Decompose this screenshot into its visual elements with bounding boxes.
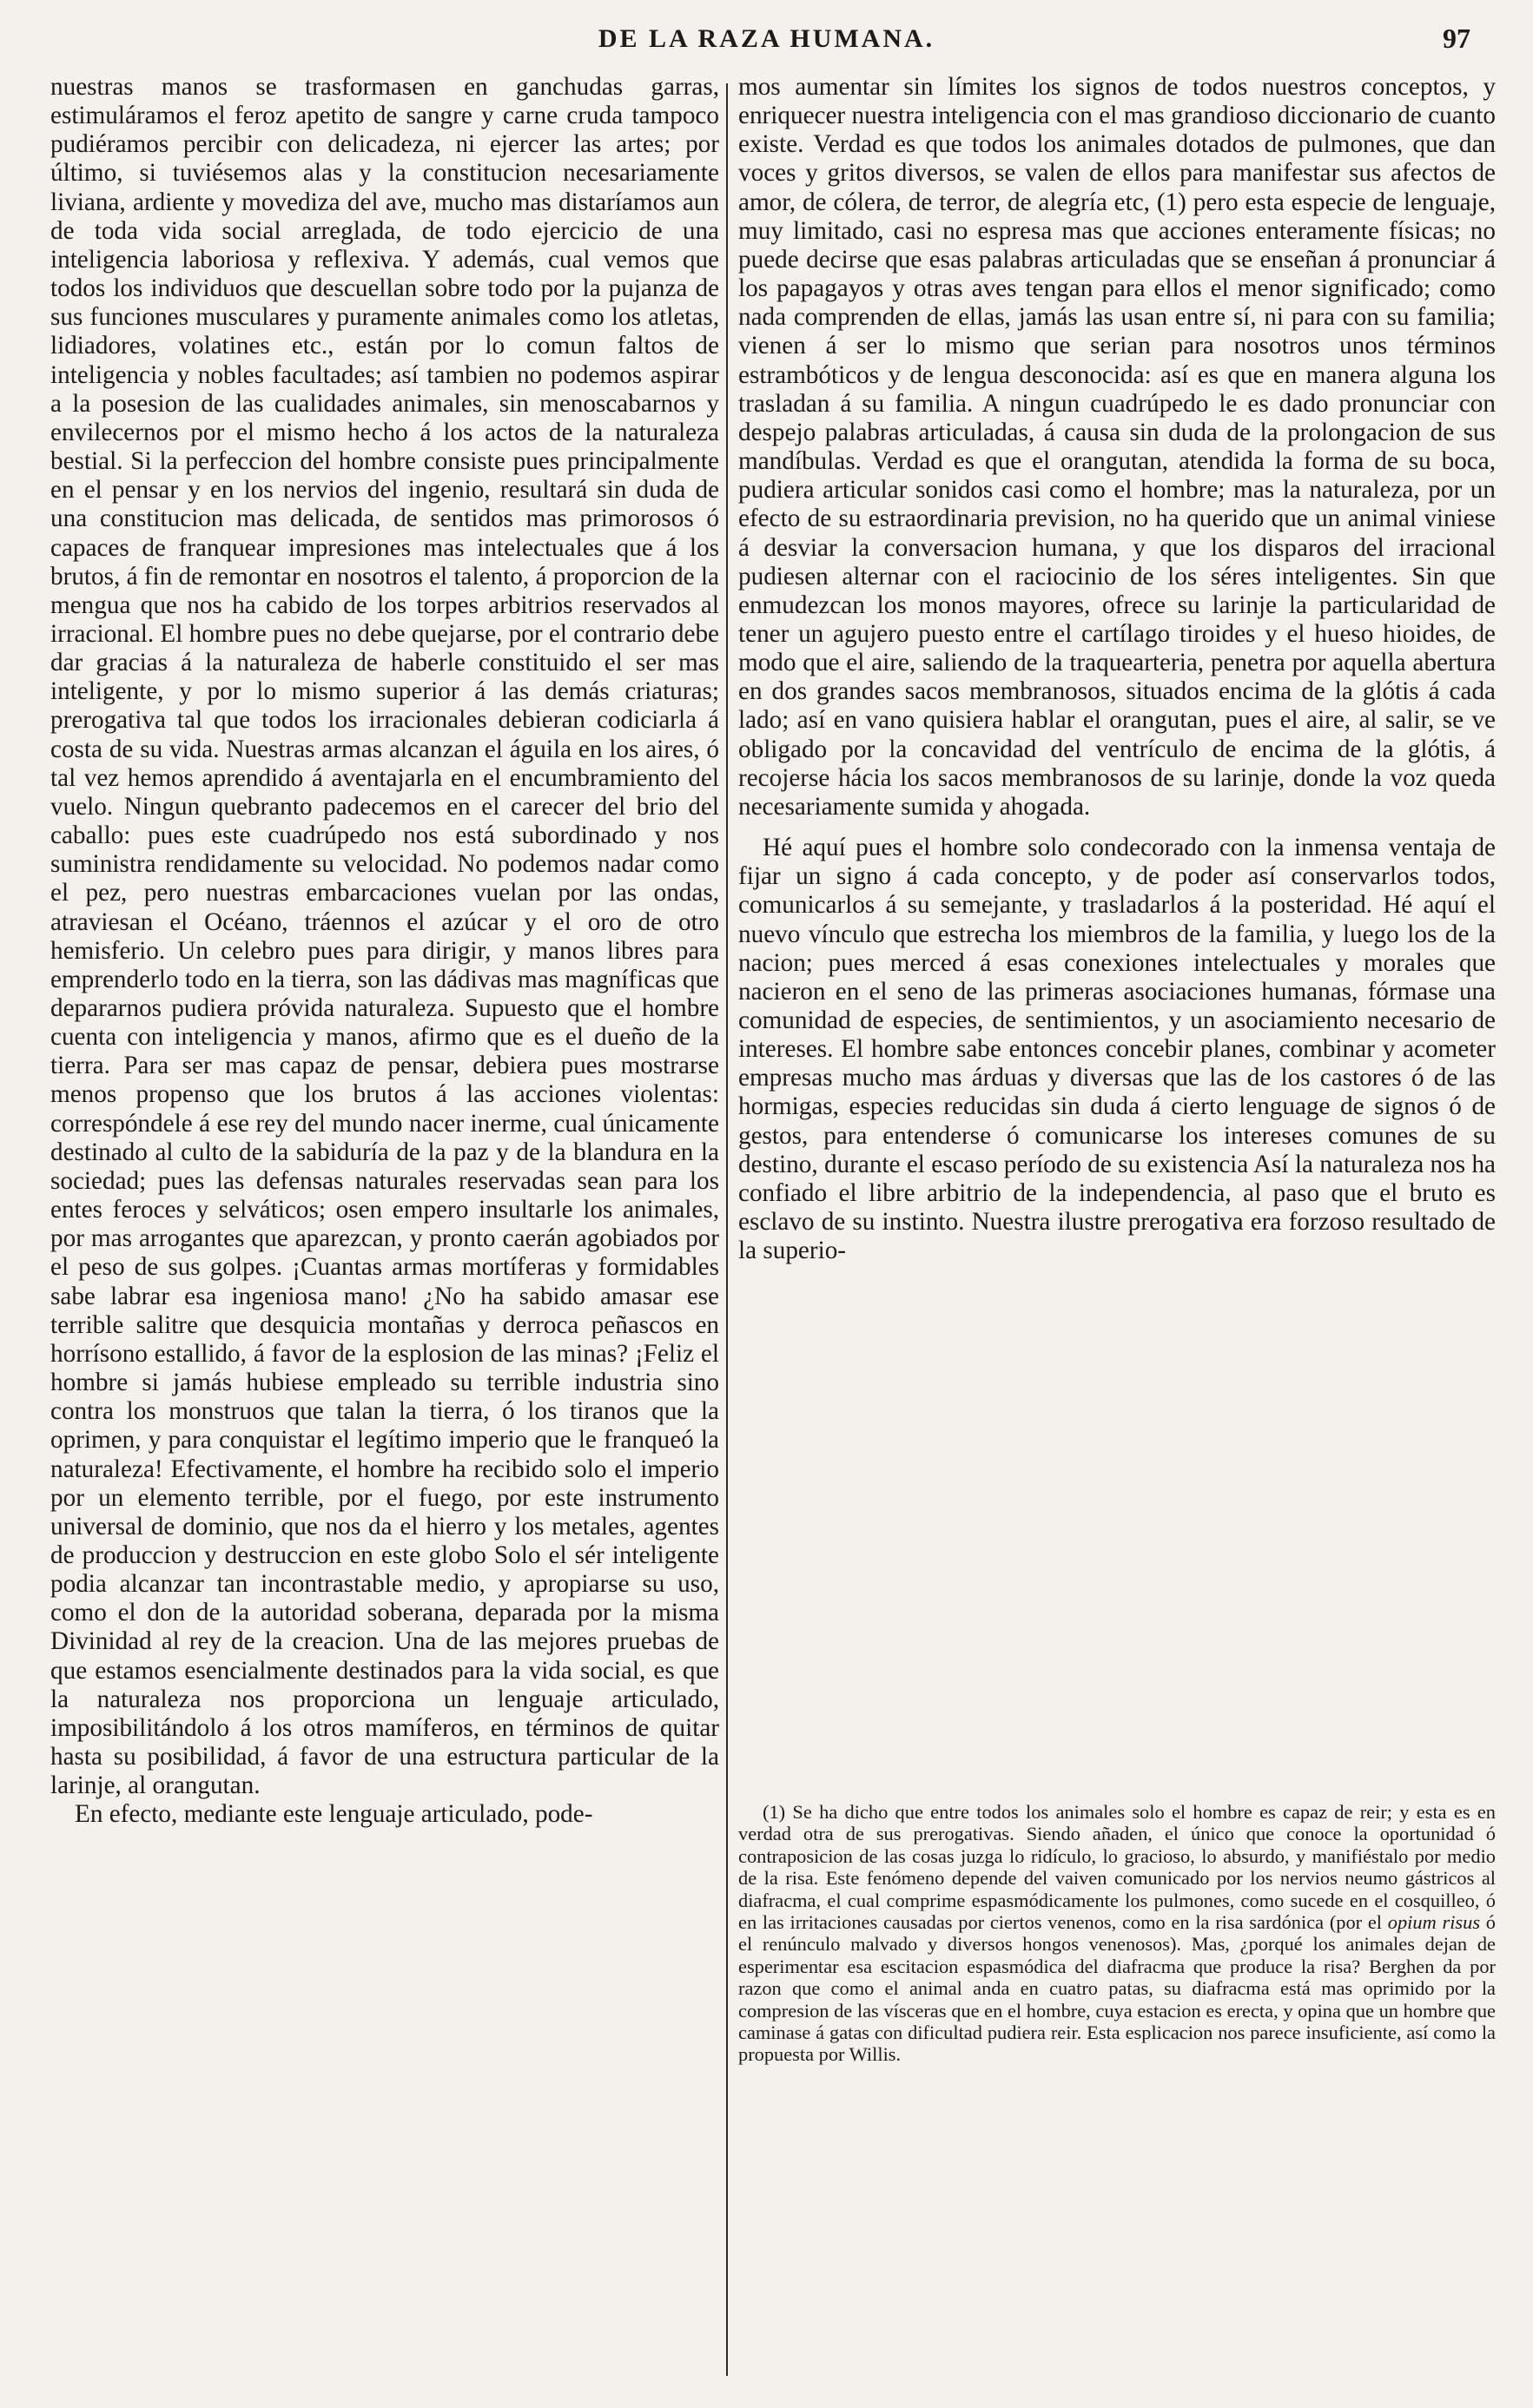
paragraph: En efecto, mediante este lenguaje articulado, pode- (75, 1800, 593, 1829)
right-column (738, 73, 1496, 1265)
paragraph: mos aumentar sin límites los signos de todos nuestros conceptos, y enriquecer nuestra inteligencia con el mas grandioso diccionario de cuanto existe. Verdad es que todos los animales dotados de pulmones, que dan voces y gritos diversos, se valen de ellos para manifestar sus afectos de amor, de cólera, de terror, de alegría etc, (1) pero esta especie de lenguaje, muy limitado, casi no espresa mas que acciones enteramente físicas; no puede decirse que esas palabras articuladas que se enseñan á pronunciar á los papagayos y otras aves tengan para ellos el menor significado; como nada comprenden de ellas, jamás las usan entre sí, ni para con su familia; vienen á ser lo mismo que serian para nosotros unos términos estrambóticos y de lengua desconocida: así es que en manera alguna los trasladan á su familia. A ningun cuadrúpedo le es dado pronunciar con despejo palabras articuladas, á causa sin duda de la prolongacion de sus mandíbulas. Verdad es que el orangutan, atendida la forma de su boca, pudiera articular sonidos casi como el hombre; mas la naturaleza, por un efecto de su estraordinaria prevision, no ha querido que un animal viniese á desviar la conversacion humana, y que los disparos del irracional pudiesen alternar con el raciocinio de los séres inteligentes. Sin que enmudezcan los monos mayores, ofrece su larinje la particularidad de tener un agujero puesto entre el cartílago tiroides y el hueso hioides, de modo que el aire, saliendo de la traquearteria, penetra por aquella abertura en dos grandes sacos membranosos, situados encima de la glótis á cada lado; así en vano quisiera hablar el orangutan, pues el aire, al salir, se ve obligado por la concavidad del ventrículo de encima de la glótis, á recojerse hácia los sacos membranosos de su larinje, donde la voz queda necesariamente sumida y ahogada. (738, 73, 1496, 821)
running-head: DE LA RAZA HUMANA. (598, 24, 935, 53)
footnote-text-part: (1) Se ha dicho que entre todos los animales solo el hombre es capaz de reir; y esta es en verdad otra de sus prerogativas. Siendo añaden, el único que conoce la oportunidad ó contraposicion de las cosas juzga lo ridículo, lo gracioso, lo absurdo, y manifiéstalo por medio de la risa. Este fenómeno depende del vaiven comunicado por los nervios neumo gástricos al diafracma, el cual comprime espasmódicamente los pulmones, como sucede en el cosquilleo, ó en las irritaciones causadas por ciertos venenos, como en la risa sardónica (por el (738, 1801, 1496, 1934)
paragraph: Hé aquí pues el hombre solo condecorado con la inmensa ventaja de fijar un signo á cada concepto, y de poder así conservarlos todos, comunicarlos á su semejante, y trasladarlos á la posteridad. Hé aquí el nuevo vínculo que estrecha los miembros de la familia, y luego los de la nacion; pues merced á esas conexiones intelectuales y morales que nacieron en el seno de las primeras asociaciones humanas, fórmase una comunidad de especies, de sentimientos, y un asociamiento necesario de intereses. El hombre sabe entonces concebir planes, combinar y acometer empresas mucho mas árduas y diversas que las de los castores ó de las hormigas, especies reducidas sin duda á cierto lenguage de signos ó de gestos, para entenderse ó comunicarse los intereses comunes de su destino, durante el escaso período de su existencia Así la naturaleza nos ha confiado el libre arbitrio de la independencia, al paso que el bruto es esclavo de su instinto. Nuestra ilustre prerogativa era forzoso resultado de la superio- (738, 834, 1496, 1265)
paragraph: nuestras manos se trasformasen en ganchudas garras, estimuláramos el feroz apetito de sangre y carne cruda tampoco pudiéramos percibir con delicadeza, ni ejercer las artes; por último, si tuviésemos alas y la constitucion necesariamente liviana, ardiente y movediza del ave, mucho mas distaríamos aun de toda vida social arreglada, de todo ejercicio de una inteligencia laboriosa y reflexiva. Y además, cual vemos que todos los individuos que descuellan sobre todo por la pujanza de sus funciones musculares y puramente animales como los atletas, lidiadores, volatines etc., están por lo comun faltos de inteligencia y nobles facultades; así tambien no podemos aspirar a la posesion de las cualidades animales, sin menoscabarnos y envilecernos por el mismo hecho á los actos de la naturaleza bestial. Si la perfeccion del hombre consiste pues principalmente en el pensar y en los nervios del ingenio, resultará sin duda de una constitucion mas delicada, de sentidos mas primorosos ó capaces de franquear impresiones mas intelectuales que á los brutos, á fin de remontar en nosotros el talento, á proporcion de la mengua que nos ha cabido de los torpes arbitrios reservados al irracional. El hombre pues no debe quejarse, por el contrario debe dar gracias á la naturaleza de haberle constituido el ser mas inteligente, y por lo mismo superior á las demás criaturas; prerogativa tal que todos los irracionales debieran codiciarla á costa de su vida. Nuestras armas alcanzan el águila en los aires, ó tal vez hemos aprendido á aventajarla en el encumbramiento del vuelo. Ningun quebranto padecemos en el carecer del brio del caballo: pues este cuadrúpedo nos está subordinado y nos suministra rendidamente su velocidad. No podemos nadar como el pez, pero nuestras embarcaciones vuelan por las ondas, atraviesan el Océano, tráennos el azúcar y el oro de otro hemisferio. Un celebro pues para dirigir, y manos libres para emprenderlo todo en la tierra, son las dádivas mas magníficas que depararnos pudiera próvida naturaleza. Supuesto que el hombre cuenta con inteligencia y manos, afirmo que es el dueño de la tierra. Para ser mas capaz de pensar, debiera pues mostrarse menos propenso que los brutos á las acciones violentas: correspóndele á ese rey del mundo nacer inerme, cual únicamente destinado al culto de la sabiduría de la paz y de la blandura en la sociedad; pues las defensas naturales reservadas sean para los entes feroces y selváticos; osen empero insultarle los animales, por mas arrogantes que aparezcan, y pronto caerán agobiados por el peso de sus golpes. ¡Cuantas armas mortíferas y formidables sabe labrar esa ingeniosa mano! ¿No ha sabido amasar ese terrible salitre que desquicia montañas y derroca peñascos en horrísono estallido, á favor de la esplosion de las minas? ¡Feliz el hombre si jamás hubiese empleado su terrible industria sino contra los monstruos que talan la tierra, ó los tiranos que la oprimen, y para conquistar el legítimo imperio que le franqueó la naturaleza! Efectivamente, el hombre ha recibido solo el imperio por un elemento terrible, por el fuego, por este instrumento universal de dominio, que nos da el hierro y los metales, agentes de produccion y destruccion en este globo Solo el sér inteligente podia alcanzar tan incontrastable medio, y apropiarse su uso, como el don de la autoridad soberana, deparada por la misma Divinidad al rey de la creacion. Una de las mejores pruebas de que estamos esencialmente destinados para la vida social, es que la naturaleza nos proporciona un lenguaje articulado, imposibilitándolo á los otros mamíferos, en términos de quitar hasta su posibilidad, á favor de una estructura particular de la larinje, al orangutan. (50, 73, 719, 1800)
footnote (738, 1801, 1496, 2066)
footnote-text (738, 1801, 1496, 2066)
footnote-text-part: ó el renúnculo malvado y diversos hongos venenosos). Mas, ¿porqué los animales dejan de esperimentar esa escitacion espasmódica del diafracma que produce la risa? Berghen da por razon que como el animal anda en cuatro patas, su diafracma está mas oprimido por la compresion de las vísceras que en el hombre, cuya estacion es erecta, y opina que un hombre que caminase á gatas con dificultad pudiera reir. Esta esplicacion nos parece insuficiente, así como la propuesta por Willis. (738, 1911, 1496, 2066)
page-number: 97 (1443, 23, 1470, 54)
left-column (50, 73, 719, 1830)
column-divider (726, 83, 728, 2376)
footnote-italic-term: opium risus (1387, 1911, 1481, 1934)
